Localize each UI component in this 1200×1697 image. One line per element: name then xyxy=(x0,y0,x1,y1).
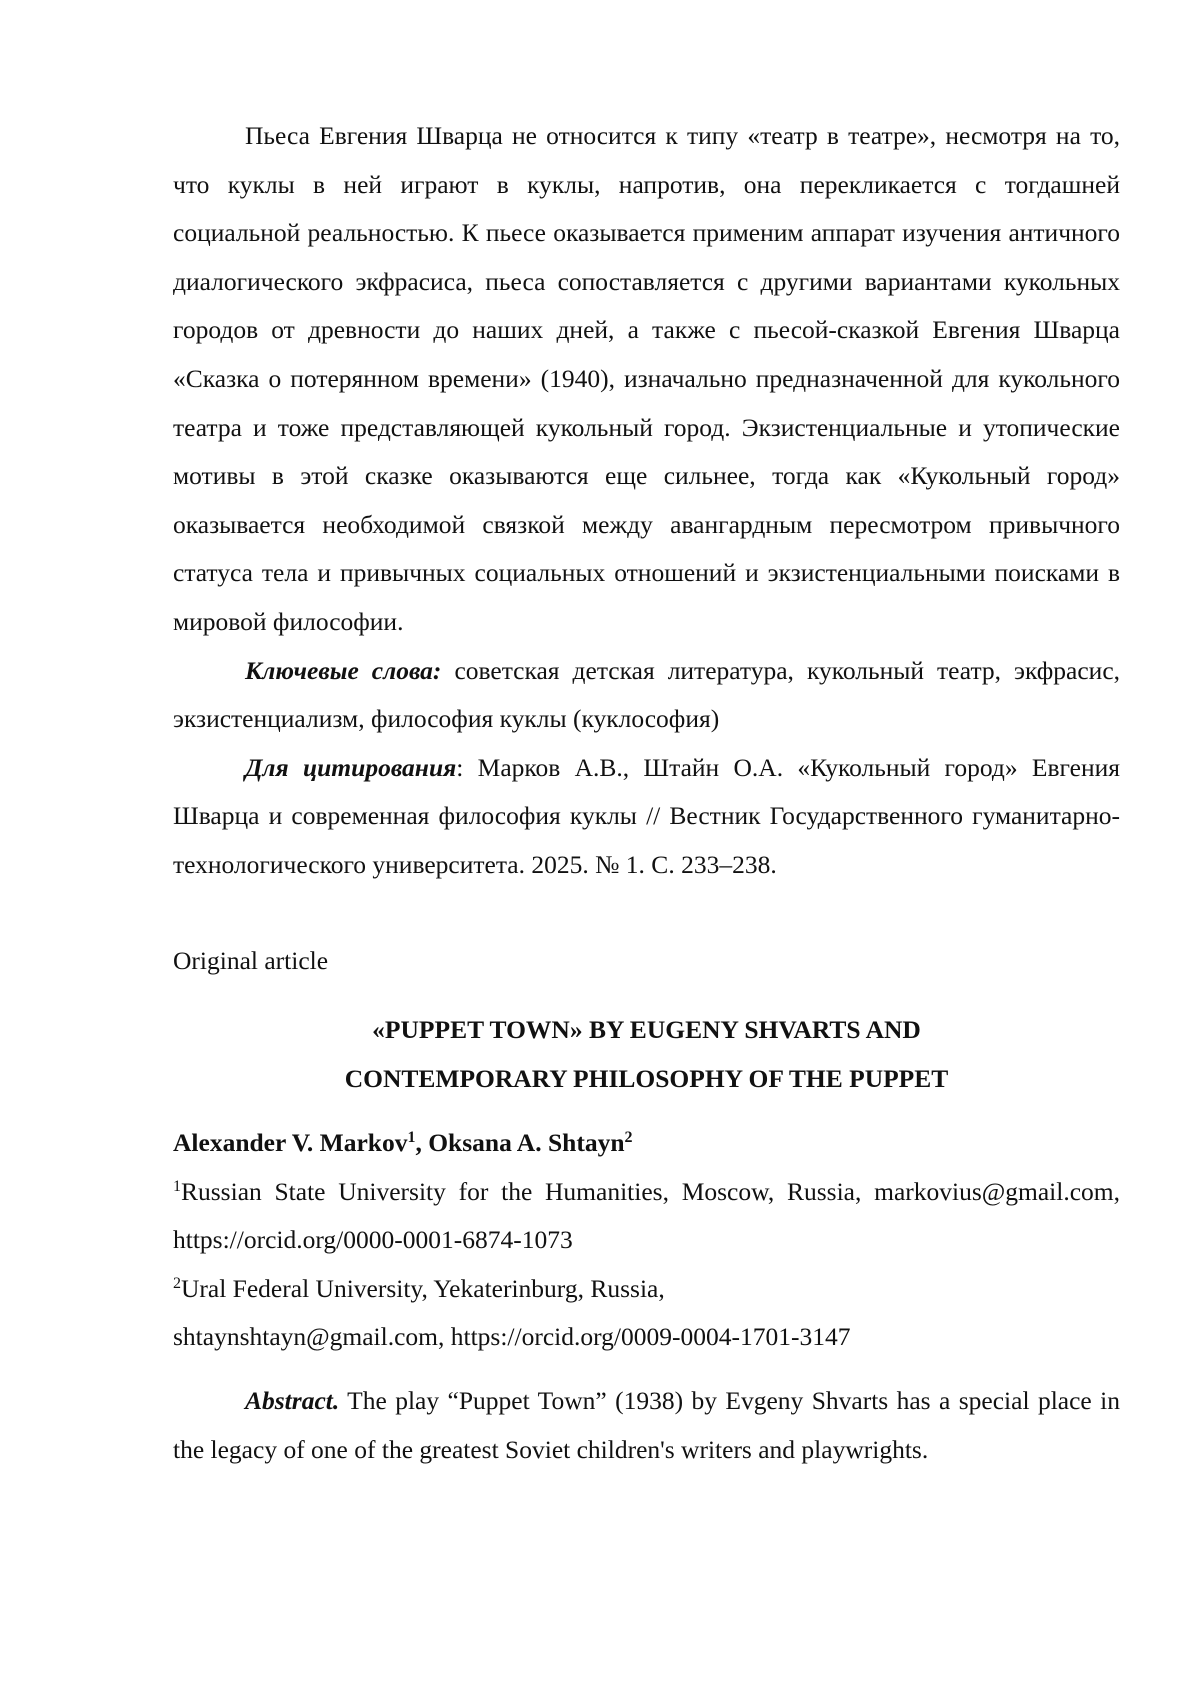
section-spacer xyxy=(173,890,1120,937)
citation-label: Для цитирования xyxy=(245,752,457,782)
keywords-text: советская детская литература, кукольный театр, экфрасис, экзистенциализм, философия куклы (куклософия) xyxy=(173,655,1121,734)
affiliation-1-text: Russian State University for the Humanities, Moscow, Russia, markovius@gmail.com, https://orcid.org/0000-0001-6874-1073 xyxy=(173,1176,1120,1255)
author-2-affiliation-marker: 2 xyxy=(624,1129,633,1147)
author-2-name: Oksana A. Shtayn xyxy=(428,1128,625,1158)
author-1-name: Alexander V. Markov xyxy=(173,1128,408,1158)
authors-line xyxy=(173,1119,1120,1168)
author-1-affiliation-marker: 1 xyxy=(407,1129,416,1147)
author-separator: , xyxy=(415,1128,429,1158)
keywords-label: Ключевые слова: xyxy=(245,655,442,685)
english-title-line-2: CONTEMPORARY PHILOSOPHY OF THE PUPPET xyxy=(344,1064,949,1094)
citation-text: : Марков А.В., Штайн О.А. «Кукольный город» Евгения Шварца и современная философия куклы // Вестник Государственного гуманитарно-технологического университета. 2025. № 1. С. 233–238. xyxy=(173,752,1120,879)
abstract-text: The play “Puppet Town” (1938) by Evgeny Shvarts has a special place in the legacy of one of the greatest Soviet children's writers and playwrights. xyxy=(173,1386,1120,1464)
affiliation-1 xyxy=(173,1168,1120,1265)
affiliation-1-marker: 1 xyxy=(173,1177,181,1195)
english-title xyxy=(173,1005,1120,1103)
abstract-label: Abstract. xyxy=(245,1386,340,1416)
russian-citation xyxy=(173,744,1120,890)
english-abstract xyxy=(173,1377,1120,1474)
affiliation-2-marker: 2 xyxy=(173,1274,181,1292)
affiliation-2-line-1 xyxy=(173,1265,1120,1314)
english-title-line-1: «PUPPET TOWN» BY EUGENY SHVARTS AND xyxy=(372,1015,921,1045)
affiliation-2-line-2: shtaynshtayn@gmail.com, https://orcid.org/0009-0004-1701-3147 xyxy=(173,1322,851,1352)
russian-keywords xyxy=(173,647,1120,744)
affiliation-2-text: Ural Federal University, Yekaterinburg, Russia, xyxy=(181,1273,665,1303)
page-content xyxy=(173,112,1120,1474)
article-type-label: Original article xyxy=(173,945,329,975)
russian-abstract-paragraph: Пьеса Евгения Шварца не относится к типу «театр в театре», несмотря на то, что куклы в ней играют в куклы, напротив, она перекликается с тогдашней социальной реальностью. К пьесе оказывается применим аппарат изучения античного диалогического экфрасиса, пьеса сопоставляется с другими вариантами кукольных городов от древности до наших дней, а также с пьесой-сказкой Евгения Шварца «Сказка о потерянном времени» (1940), изначально предназначенной для кукольного театра и тоже представляющей кукольный город. Экзистенциальные и утопические мотивы в этой сказке оказываются еще сильнее, тогда как «Кукольный город» оказывается необходимой связкой между авангардным пересмотром привычного статуса тела и привычных социальных отношений и экзистенциальными поисками в мировой философии. xyxy=(173,121,1120,636)
